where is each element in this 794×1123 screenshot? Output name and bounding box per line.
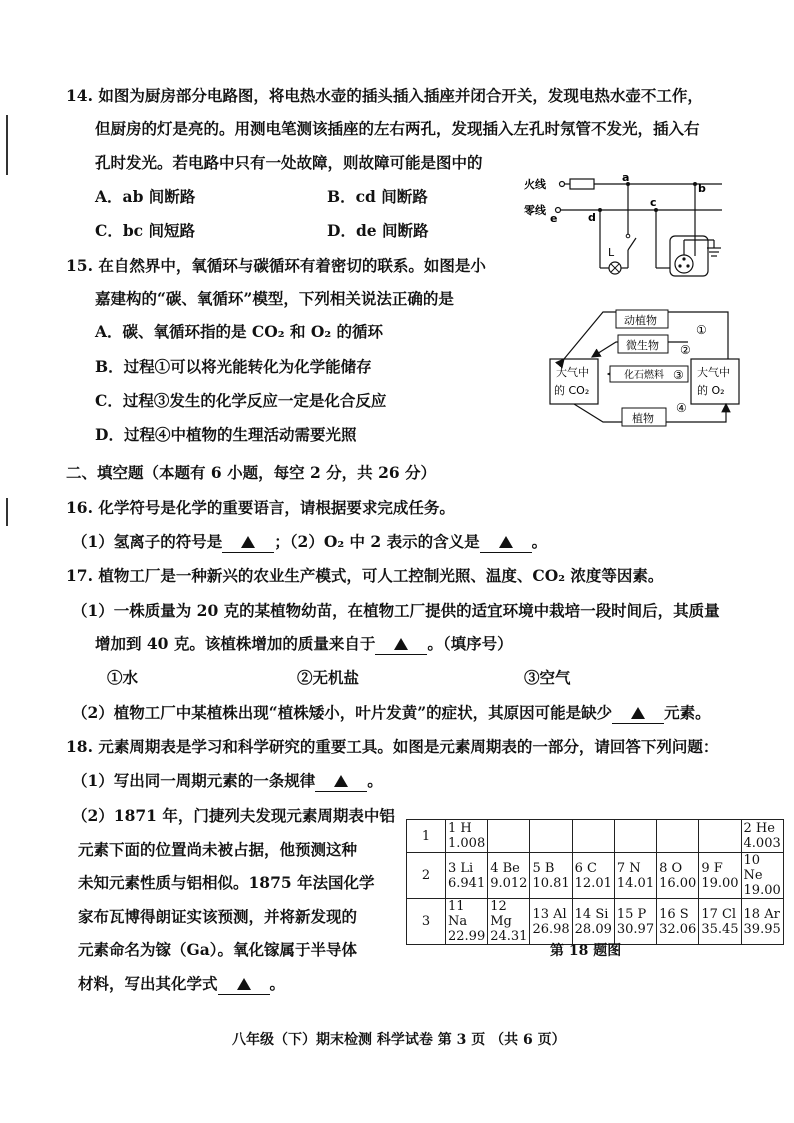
point-e-label: e <box>550 212 558 225</box>
q17-line1: 17. 植物工厂是一种新兴的农业生产模式，可人工控制光照、温度、CO₂ 浓度等因素。 <box>66 566 664 585</box>
element-symbol: 15 P <box>616 906 647 922</box>
q18-sub2-line-d: 家布瓦博得朗证实该预测，并将新发现的 <box>78 907 358 926</box>
q17-sub1-text: 增加到 40 克。该植株增加的质量来自于 <box>95 634 376 653</box>
q16-blank-2[interactable] <box>480 532 532 553</box>
element-cell <box>572 899 614 945</box>
element-symbol: 18 Ar <box>743 906 780 922</box>
switch-icon <box>628 238 636 250</box>
answer-triangle-icon <box>241 536 255 548</box>
element-symbol: 13 Al <box>532 906 567 922</box>
process-4-label: ④ <box>676 401 687 415</box>
element-symbol: 16 S <box>659 906 689 922</box>
element-cell <box>614 899 656 945</box>
q18-sub2-line-f <box>78 974 285 995</box>
answer-triangle-icon <box>237 978 251 990</box>
q16-line1: 16. 化学符号是化学的重要语言，请根据要求完成任务。 <box>66 498 455 517</box>
page-footer: 八年级（下）期末检测 科学试卷 第 3 页 （共 6 页） <box>232 1032 566 1048</box>
q14-option-b: B．cd 间断路 <box>327 187 428 206</box>
answer-triangle-icon <box>334 775 348 787</box>
q15-option-c: C．过程③发生的化学反应一定是化合反应 <box>95 391 387 410</box>
element-cell <box>741 853 783 899</box>
element-cell <box>572 820 614 853</box>
element-mass: 9.012 <box>490 875 528 891</box>
q15-option-d: D．过程④中植物的生理活动需要光照 <box>95 425 357 444</box>
circuit-diagram <box>522 168 742 283</box>
right-box-line1: 大气中 <box>697 366 730 379</box>
element-cell <box>446 899 488 945</box>
element-symbol: 6 C <box>574 860 598 876</box>
element-symbol: 12 Mg <box>490 899 512 929</box>
element-mass: 19.00 <box>701 875 739 891</box>
q14-line1: 14. 如图为厨房部分电路图，将电热水壶的插头插入插座并闭合开关，发现电热水壶不工作， <box>66 86 703 105</box>
section2-title: 二、填空题 <box>66 463 144 482</box>
point-d-label: d <box>588 211 596 224</box>
element-cell <box>699 853 741 899</box>
element-mass: 32.06 <box>659 921 697 937</box>
element-symbol: 4 Be <box>490 860 520 876</box>
q15-option-a: A．碳、氧循环指的是 CO₂ 和 O₂ 的循环 <box>95 322 384 341</box>
answer-triangle-icon <box>499 536 513 548</box>
element-mass: 14.01 <box>616 875 655 891</box>
q18-sub2-end: 。 <box>269 974 286 993</box>
q14-line3: 孔时发光。若电路中只有一处故障，则故障可能是图中的 <box>95 153 483 172</box>
microbes-label: 微生物 <box>626 339 659 352</box>
element-symbol: 17 Cl <box>701 906 737 922</box>
q17-blank-1[interactable] <box>375 634 427 655</box>
periodic-row <box>407 899 784 945</box>
element-mass: 30.97 <box>616 921 655 937</box>
q16-blank-1[interactable] <box>222 532 274 553</box>
element-cell <box>488 899 530 945</box>
q18-blank-1[interactable] <box>315 771 367 792</box>
element-mass: 22.99 <box>448 929 486 944</box>
q18-sub2-line-e: 元素命名为镓（Ga）。氧化镓属于半导体 <box>78 940 358 959</box>
live-wire-label: 火线 <box>524 178 546 191</box>
point-c-label: c <box>650 196 657 209</box>
element-mass: 35.45 <box>701 921 739 937</box>
q17-sub1-end: 。（填序号） <box>427 634 513 653</box>
q18-line1: 18. 元素周期表是学习和科学研究的重要工具。如图是元素周期表的一部分，请回答下列问题： <box>66 737 719 756</box>
element-mass: 12.01 <box>574 875 612 891</box>
periodic-row <box>407 853 784 899</box>
element-cell <box>699 899 741 945</box>
q17-option-2: ②无机盐 <box>297 668 360 687</box>
q16-part2-text: ；（2）O₂ 中 2 表示的含义是 <box>274 532 480 551</box>
element-cell <box>614 820 656 853</box>
fuse-icon <box>570 179 594 189</box>
process-1-label: ① <box>696 323 707 337</box>
q18-sub1-end: 。 <box>367 771 383 790</box>
q17-sub2-line <box>72 703 711 724</box>
period-number: 3 <box>407 899 446 945</box>
element-symbol: 2 He <box>743 821 775 836</box>
q18-figure-caption: 第 18 题图 <box>550 943 622 959</box>
period-number: 1 <box>407 820 446 853</box>
q17-sub1-line2 <box>95 634 513 655</box>
process-3-label: ③ <box>673 368 684 382</box>
element-mass: 16.00 <box>659 875 697 891</box>
carbon-oxygen-cycle-diagram <box>548 302 763 432</box>
element-cell <box>530 899 572 945</box>
q14-option-d: D．de 间断路 <box>327 221 429 240</box>
answer-triangle-icon <box>631 707 645 719</box>
plants-label: 植物 <box>632 412 654 425</box>
margin-line-top <box>6 115 8 175</box>
q15-line2: 嘉建构的“碳、氧循环”模型，下列相关说法正确的是 <box>95 289 454 308</box>
element-cell <box>699 820 741 853</box>
element-cell <box>657 853 699 899</box>
element-cell <box>657 899 699 945</box>
element-cell <box>446 820 488 853</box>
element-cell <box>488 820 530 853</box>
lamp-label: L <box>608 246 615 259</box>
fossil-fuel-label: 化石燃料 <box>624 370 664 381</box>
element-mass: 26.98 <box>532 921 570 937</box>
element-cell <box>741 899 783 945</box>
q17-sub2-text: （2）植物工厂中某植株出现“植株矮小，叶片发黄”的症状，其原因可能是缺少 <box>72 703 613 722</box>
element-symbol: 14 Si <box>574 906 609 922</box>
q17-sub1-line1: （1）一株质量为 20 克的某植物幼苗，在植物工厂提供的适宜环境中栽培一段时间后，其质量 <box>72 601 720 620</box>
element-mass: 28.09 <box>574 921 612 937</box>
element-symbol: 8 O <box>659 860 683 876</box>
q18-sub2-text-f: 材料，写出其化学式 <box>78 974 218 993</box>
section2-heading <box>66 463 436 483</box>
q18-sub2-line-b: 元素下面的位置尚未被占据，他预测这种 <box>78 840 358 859</box>
answer-triangle-icon <box>394 638 408 650</box>
element-mass: 19.00 <box>743 883 781 898</box>
element-cell <box>614 853 656 899</box>
periodic-row <box>407 820 784 853</box>
element-cell <box>446 853 488 899</box>
left-box-line2: 的 CO₂ <box>554 384 590 397</box>
point-a-label: a <box>622 171 630 184</box>
q14-option-c: C．bc 间短路 <box>95 221 196 240</box>
element-symbol: 3 Li <box>448 860 474 876</box>
q17-option-1: ①水 <box>107 668 139 687</box>
element-cell <box>657 820 699 853</box>
q17-sub2-end: 元素。 <box>664 703 711 722</box>
periodic-table <box>406 819 784 945</box>
q17-option-3: ③空气 <box>524 668 571 687</box>
q14-option-a: A．ab 间断路 <box>95 187 196 206</box>
element-mass: 1.008 <box>448 836 486 851</box>
element-cell <box>572 853 614 899</box>
element-symbol: 10 Ne <box>743 853 763 883</box>
element-cell <box>530 820 572 853</box>
q18-sub2-line-a: （2）1871 年，门捷列夫发现元素周期表中铝 <box>72 806 395 825</box>
element-cell <box>488 853 530 899</box>
element-symbol: 11 Na <box>448 899 468 929</box>
element-cell <box>741 820 783 853</box>
element-mass: 10.81 <box>532 875 570 891</box>
animals-label: 动植物 <box>624 314 657 327</box>
section2-note: （本题有 6 小题，每空 2 分，共 26 分） <box>143 463 437 482</box>
process-2-label: ② <box>680 343 691 357</box>
q14-line2: 但厨房的灯是亮的。用测电笔测该插座的左右两孔，发现插入左孔时氖管不发光，插入右 <box>95 119 700 138</box>
element-cell <box>530 853 572 899</box>
element-mass: 4.003 <box>743 836 781 851</box>
neutral-wire-label: 零线 <box>524 204 546 217</box>
q18-blank-2[interactable] <box>218 974 270 995</box>
q17-blank-2[interactable] <box>612 703 664 724</box>
element-symbol: 9 F <box>701 860 723 876</box>
right-box-line2: 的 O₂ <box>697 384 725 397</box>
q18-sub1-text: （1）写出同一周期元素的一条规律 <box>72 771 316 790</box>
q16-answer-line <box>72 532 547 553</box>
element-mass: 24.31 <box>490 929 528 944</box>
element-symbol: 1 H <box>448 821 472 836</box>
q16-end: 。 <box>531 532 548 551</box>
q18-sub2-line-c: 未知元素性质与铝相似。1875 年法国化学 <box>78 873 375 892</box>
left-box-line1: 大气中 <box>556 366 589 379</box>
element-symbol: 5 B <box>532 860 555 876</box>
element-mass: 39.95 <box>743 921 781 937</box>
element-symbol: 7 N <box>616 860 641 876</box>
point-b-label: b <box>698 182 706 195</box>
period-number: 2 <box>407 853 446 899</box>
q16-part1-text: （1）氢离子的符号是 <box>72 532 223 551</box>
q18-sub1-line <box>72 771 383 792</box>
element-mass: 6.941 <box>448 875 486 891</box>
q15-option-b: B．过程①可以将光能转化为化学能储存 <box>95 357 372 376</box>
q15-line1: 15. 在自然界中，氧循环与碳循环有着密切的联系。如图是小 <box>66 256 486 275</box>
margin-line-bottom <box>6 498 8 526</box>
